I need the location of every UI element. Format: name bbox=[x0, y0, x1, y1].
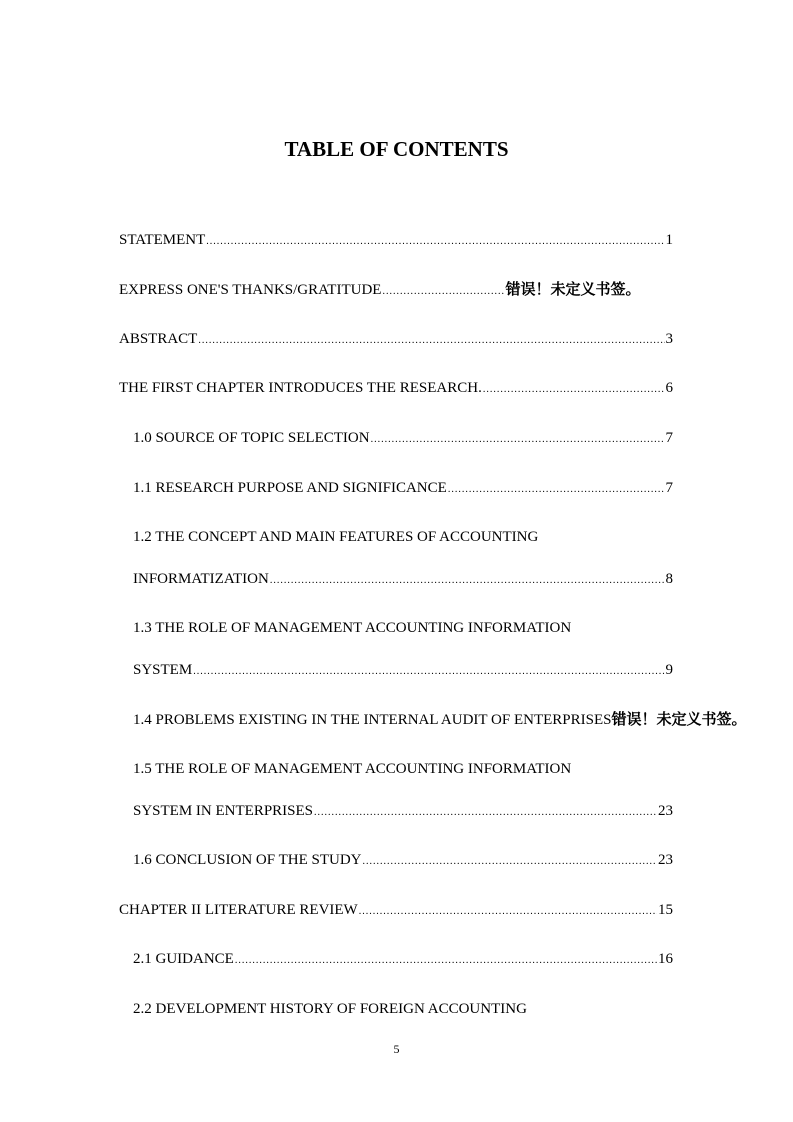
toc-page-number: 8 bbox=[665, 571, 673, 587]
page-number: 5 bbox=[393, 1042, 400, 1056]
toc-entry-title-continuation: SYSTEM IN ENTERPRISES bbox=[133, 803, 314, 819]
toc-entry-title: THE FIRST CHAPTER INTRODUCES THE RESEARCH. bbox=[119, 380, 482, 396]
toc-dot-leader bbox=[206, 232, 664, 252]
toc-entry-title: 1.0 SOURCE OF TOPIC SELECTION bbox=[133, 430, 370, 446]
toc-entry-title: 2.2 DEVELOPMENT HISTORY OF FOREIGN ACCOUNTING bbox=[133, 1001, 527, 1017]
toc-page-number: 6 bbox=[665, 380, 673, 396]
toc-entry-1-6[interactable] bbox=[133, 850, 673, 870]
toc-entry-1-1[interactable] bbox=[133, 478, 673, 498]
toc-entry-title: 1.5 THE ROLE OF MANAGEMENT ACCOUNTING INFORMATION bbox=[133, 761, 572, 777]
toc-page-number: 7 bbox=[665, 430, 673, 446]
toc-entry-2-1[interactable] bbox=[133, 949, 673, 969]
toc-dot-leader bbox=[314, 803, 657, 823]
toc-entry-1-2[interactable] bbox=[133, 527, 673, 547]
toc-page-number: 16 bbox=[658, 951, 673, 967]
toc-dot-leader bbox=[483, 380, 665, 400]
toc-entry-title: CHAPTER II LITERATURE REVIEW bbox=[119, 902, 358, 918]
toc-entry-1-5-continuation[interactable] bbox=[133, 801, 673, 821]
toc-page-number: 15 bbox=[658, 902, 673, 918]
toc-dot-leader bbox=[270, 571, 665, 591]
toc-page-number: 9 bbox=[665, 662, 673, 678]
toc-dot-leader bbox=[382, 282, 504, 302]
toc-entry-title: EXPRESS ONE'S THANKS/GRATITUDE bbox=[119, 282, 382, 298]
toc-dot-leader bbox=[359, 902, 657, 922]
toc-dot-leader bbox=[371, 430, 665, 450]
toc-dot-leader bbox=[448, 480, 665, 500]
toc-page-number: 3 bbox=[665, 331, 673, 347]
toc-error-message: 错误！未定义书签。 bbox=[611, 710, 747, 728]
toc-entry-1-0[interactable] bbox=[133, 428, 673, 448]
toc-page-number: 23 bbox=[658, 803, 673, 819]
toc-entry-1-3-continuation[interactable] bbox=[133, 660, 673, 680]
toc-page-number: 23 bbox=[658, 852, 673, 868]
toc-entry-thanks[interactable] bbox=[119, 279, 673, 299]
toc-entry-2-2[interactable] bbox=[133, 999, 673, 1019]
toc-entry-1-5[interactable] bbox=[133, 759, 673, 779]
toc-dot-leader bbox=[198, 331, 664, 351]
toc-entry-title: 1.1 RESEARCH PURPOSE AND SIGNIFICANCE bbox=[133, 480, 447, 496]
toc-entry-title-continuation: SYSTEM bbox=[133, 662, 193, 678]
toc-page-number: 7 bbox=[665, 480, 673, 496]
toc-entry-chapter-1[interactable] bbox=[119, 378, 673, 398]
toc-entry-1-4[interactable] bbox=[133, 709, 781, 729]
toc-entry-1-3[interactable] bbox=[133, 618, 673, 638]
toc-entry-title: 2.1 GUIDANCE bbox=[133, 951, 234, 967]
toc-entry-title: 1.3 THE ROLE OF MANAGEMENT ACCOUNTING INFORMATION bbox=[133, 620, 572, 636]
toc-entry-title: 1.2 THE CONCEPT AND MAIN FEATURES OF ACCOUNTING bbox=[133, 529, 539, 545]
page-title: TABLE OF CONTENTS bbox=[284, 137, 509, 161]
toc-entry-1-2-continuation[interactable] bbox=[133, 569, 673, 589]
toc-dot-leader bbox=[363, 852, 658, 872]
toc-entry-title: ABSTRACT bbox=[119, 331, 198, 347]
toc-entry-title: 1.4 PROBLEMS EXISTING IN THE INTERNAL AUDIT OF ENTERPRISES bbox=[133, 712, 612, 728]
toc-entry-abstract[interactable] bbox=[119, 329, 673, 349]
toc-dot-leader bbox=[235, 951, 657, 971]
toc-dot-leader bbox=[193, 662, 664, 682]
toc-entry-title: STATEMENT bbox=[119, 232, 206, 248]
toc-error-message: 错误！未定义书签。 bbox=[505, 280, 641, 298]
toc-entry-title: 1.6 CONCLUSION OF THE STUDY bbox=[133, 852, 362, 868]
toc-page-number: 1 bbox=[665, 232, 673, 248]
toc-entry-title-continuation: INFORMATIZATION bbox=[133, 571, 269, 587]
toc-entry-statement[interactable] bbox=[119, 230, 673, 250]
toc-entry-chapter-2[interactable] bbox=[119, 900, 673, 920]
